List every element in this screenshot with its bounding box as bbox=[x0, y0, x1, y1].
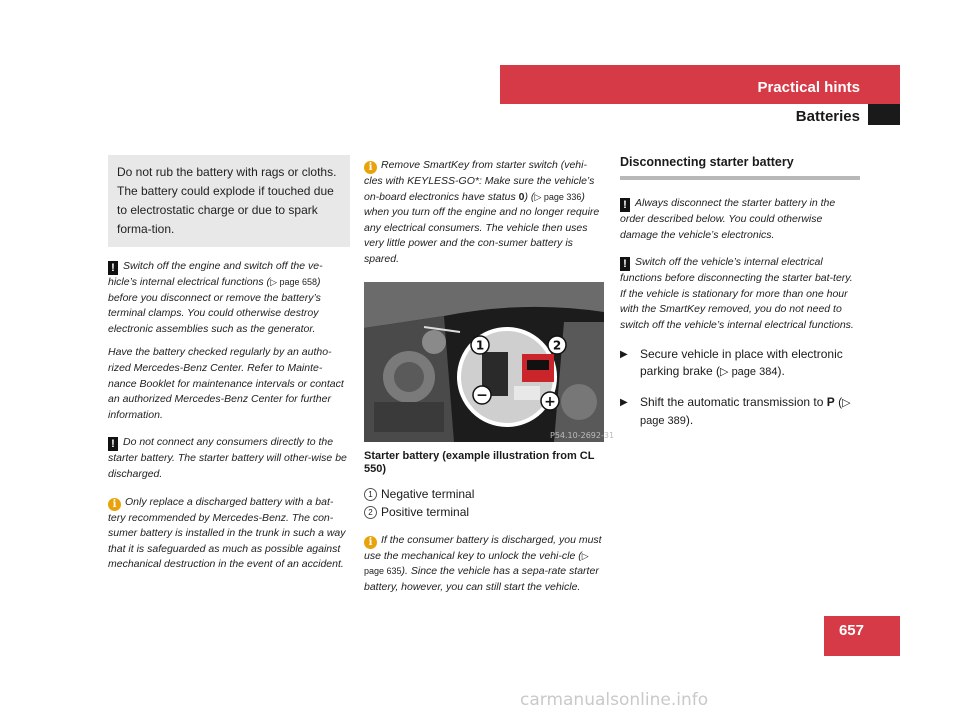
subsection-title: Batteries bbox=[795, 108, 860, 125]
section-header bbox=[500, 65, 900, 104]
svg-text:2: 2 bbox=[552, 338, 562, 353]
info-note-replace-battery: i Only replace a discharged battery with a bat-tery recommended by Mercedes-Benz. The con-sumer battery is installed in the trunk in such a way that it is safeguarded as much as possible against mechanical destruction in the event of an accident. bbox=[108, 495, 346, 571]
warning-note-order: ! Always disconnect the starter battery in the order described below. You could otherwise damage the vehicle’s electronics. bbox=[620, 197, 836, 241]
info-note-consumer-battery: i If the consumer battery is discharged, you must use the mechanical key to unlock the vehi-cle (▷ page 635). Since the vehicle has a sepa-rate starter battery, however, you can still start the vehicle. bbox=[364, 533, 602, 593]
info-note-smartkey: i Remove SmartKey from starter switch (vehi-cles with KEYLESS-GO*: Make sure the vehicle’s on-board electronics have status 0) (▷ page 336) when you turn off the engine and no longer require any electrical consumers. The vehicle then uses very little power and the con-sumer battery is spared. bbox=[364, 159, 600, 265]
section-title: Practical hints bbox=[757, 79, 860, 96]
exclamation-icon: ! bbox=[620, 198, 630, 212]
exclamation-icon: ! bbox=[108, 437, 118, 451]
page-ref[interactable]: ▷ page 384 bbox=[720, 365, 778, 378]
info-icon: i bbox=[364, 161, 377, 174]
legend-item-positive: 2 Positive terminal bbox=[364, 504, 604, 521]
arrow-right-icon: ▶ bbox=[620, 348, 628, 360]
step-item: ▶ Shift the automatic transmission to P (▷ page 389). bbox=[620, 394, 851, 427]
terminal-legend bbox=[364, 486, 604, 521]
column-middle bbox=[364, 158, 615, 603]
page-ref[interactable]: ▷ page 658 bbox=[270, 277, 318, 287]
step-item: ▶ Secure vehicle in place with electronic parking brake (▷ page 384). bbox=[620, 346, 843, 378]
legend-item-negative: 1 Negative terminal bbox=[364, 486, 604, 503]
instruction-steps bbox=[620, 346, 860, 430]
battery-check-paragraph: Have the battery checked regularly by an autho-rized Mercedes-Benz Center. Refer to Mainte-nance Booklet for maintenance intervals or contact an authorized Mercedes-Benz Center for further information. bbox=[108, 346, 344, 421]
engine-bay-illustration bbox=[364, 282, 615, 442]
section-heading: Disconnecting starter battery bbox=[620, 155, 860, 180]
watermark: carmanualsonline.info bbox=[520, 690, 709, 710]
warning-note-electrical: ! Switch off the vehicle’s internal electrical functions before disconnecting the starter bat-tery. If the vehicle is stationary for more than one hour with the SmartKey removed, you do not need to switch off the vehicle’s internal electrical functions. bbox=[620, 256, 854, 331]
svg-text:−: − bbox=[476, 387, 488, 404]
photo-caption: Starter battery (example illustration from CL 550) bbox=[364, 449, 595, 475]
warning-box: Do not rub the battery with rags or cloths. The battery could explode if touched due to electrostatic charge or due to spark forma-tion. bbox=[108, 155, 350, 247]
number-badge-icon: 2 bbox=[364, 506, 377, 519]
page-ref[interactable]: ▷ page 635 bbox=[364, 550, 589, 577]
warning-note-switch-off: ! Switch off the engine and switch off the ve-hicle’s internal electrical functions (▷ page 658) before you disconnect or remove the battery’s terminal clamps. You could otherwise destroy electronic assemblies such as the generator. bbox=[108, 260, 323, 335]
svg-text:1: 1 bbox=[475, 338, 485, 353]
info-icon: i bbox=[108, 498, 121, 511]
exclamation-icon: ! bbox=[620, 257, 630, 271]
column-right bbox=[620, 155, 860, 443]
arrow-right-icon: ▶ bbox=[620, 396, 628, 408]
svg-text:+: + bbox=[544, 393, 556, 410]
page-number: 657 bbox=[824, 616, 900, 656]
column-left bbox=[108, 155, 350, 581]
info-icon: i bbox=[364, 536, 377, 549]
header-tab-marker bbox=[868, 104, 900, 125]
number-badge-icon: 1 bbox=[364, 488, 377, 501]
exclamation-icon: ! bbox=[108, 261, 118, 275]
warning-note-consumers: ! Do not connect any consumers directly to the starter battery. The starter battery will other-wise be discharged. bbox=[108, 436, 347, 480]
image-code-label: P54.10-2692-31 bbox=[550, 430, 615, 440]
starter-battery-photo bbox=[364, 282, 615, 442]
page-ref[interactable]: ▷ page 389 bbox=[640, 396, 851, 427]
page-ref[interactable]: ▷ page 336 bbox=[534, 191, 582, 202]
